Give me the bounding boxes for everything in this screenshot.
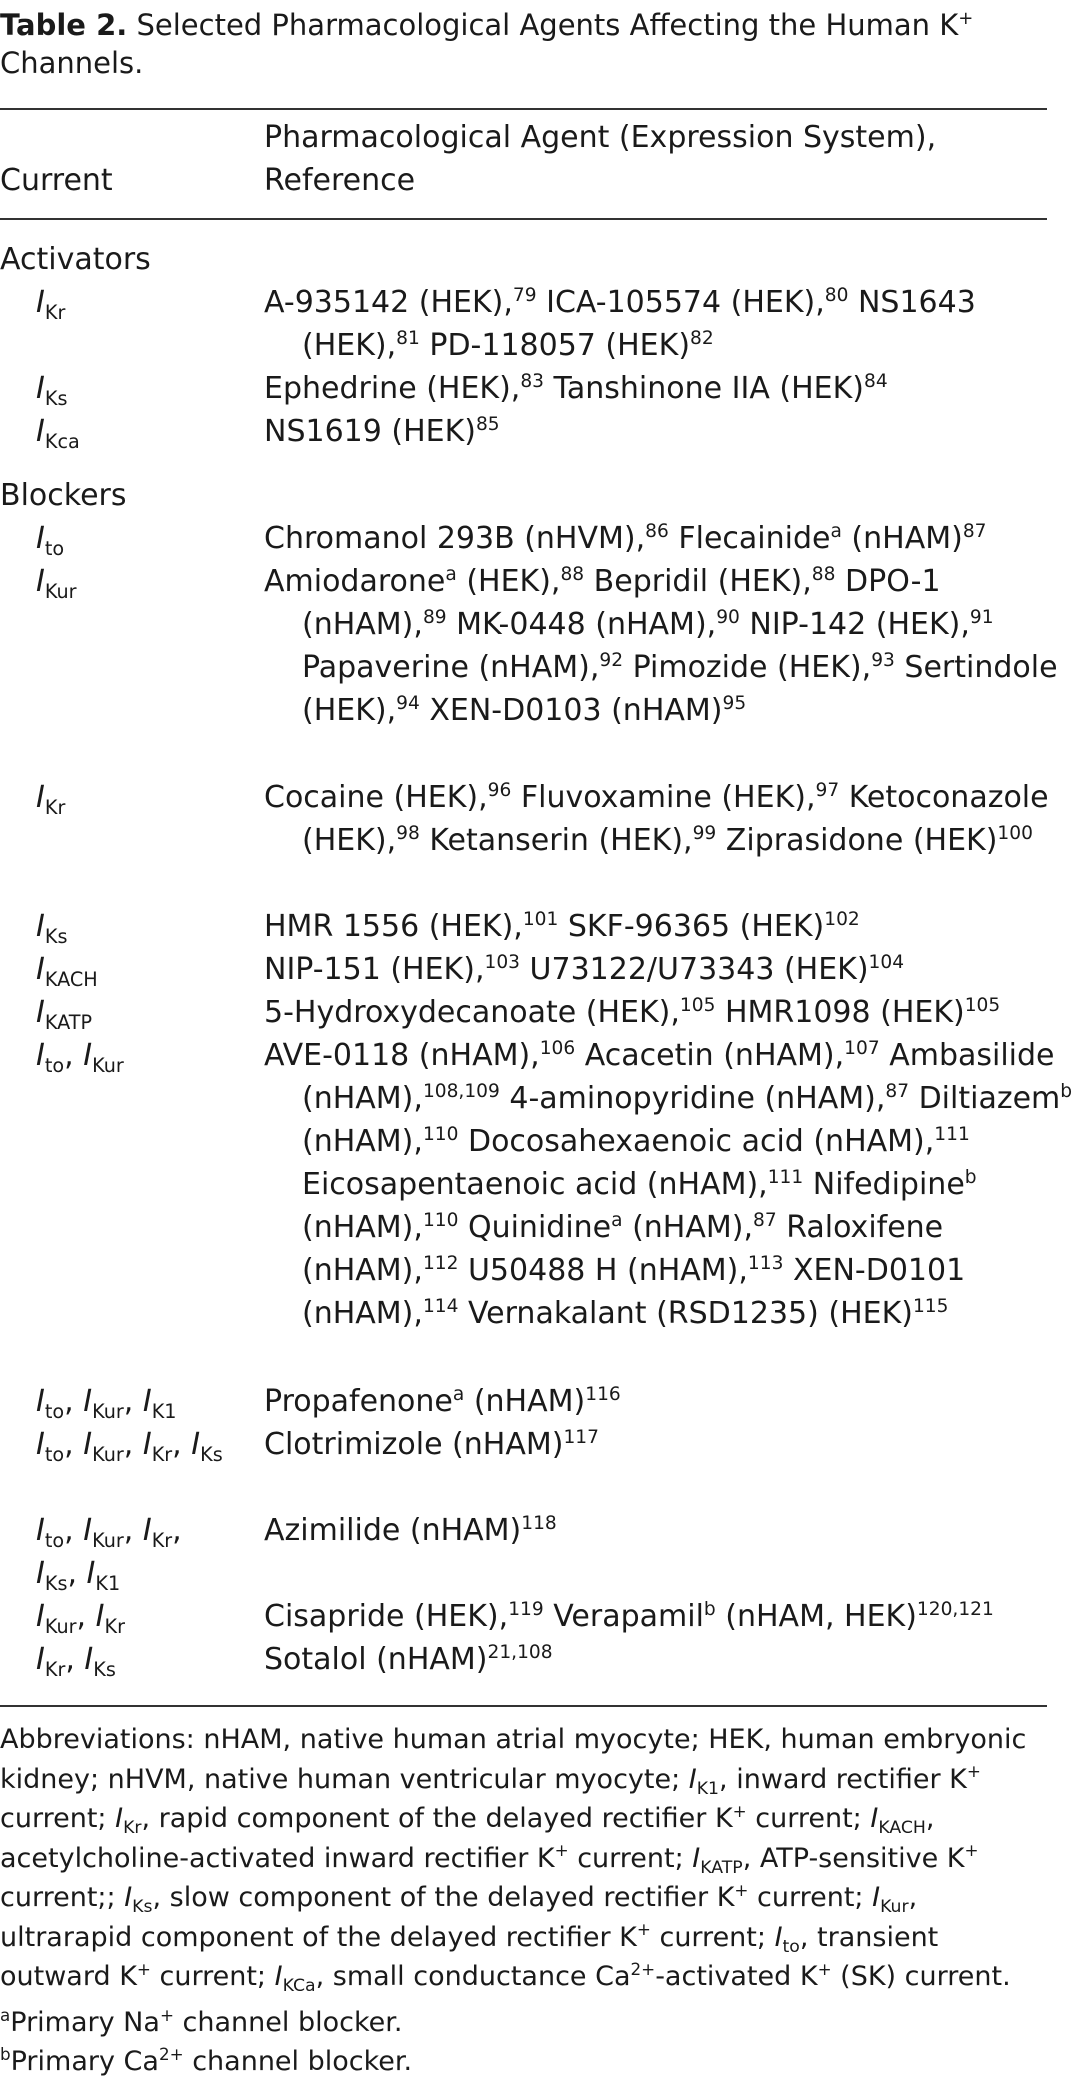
header-agent-line1: Pharmacological Agent (Expression System), xyxy=(264,120,937,155)
current-cell: $I_{KATP}$ xyxy=(36,995,93,1034)
agent-cell: HMR 1556 (HEK),$^{101}$ SKF-96365 (HEK)$^{102}$ xyxy=(264,908,860,944)
header-rule xyxy=(0,218,1047,220)
header-agent-line2: Reference xyxy=(264,163,416,198)
group-activators: Activators xyxy=(0,242,151,277)
abbreviations-note: Abbreviations: nHAM, native human atrial myocyte; HEK, human embryonic kidney; nHVM, native human ventricular myocyte; $I_{K1}$, inward rectifier K+ current; $I_{Kr}$, rapid component of the delayed rectifier K+ current; $I_{KACH}$, acetylcholine-activated inward rectifier K+ current; $I_{KATP}$, ATP-sensitive K+ current;; $I_{Ks}$, slow component of the delayed rectifier K+ current; $I_{Kur}$, ultrarapid component of the delayed rectifier K+ current; $I_{to}$, transient outward K+ current; $I_{KCa}$, small conductance $Ca^{2+}$-activated K+ (SK) current. xyxy=(0,1724,1027,1997)
agent-cell: Amiodarone$^a$ (HEK),$^{88}$ Bepridil (HEK),$^{88}$ DPO-1 (nHAM),$^{89}$ MK-0448 (nHAM),$^{90}$ NIP-142 (HEK),$^{91}$ Papaverine (nHAM),$^{92}$ Pimozide (HEK),$^{93}$ Sertindole (HEK),$^{94}$ XEN-D0103 (nHAM)$^{95}$ xyxy=(264,563,1058,728)
current-cell: $I_{Kur}$ xyxy=(36,564,77,603)
current-cell: $I_{Kca}$ xyxy=(36,414,80,453)
caption-label: Table 2. xyxy=(0,8,128,42)
agent-cell: A-935142 (HEK),$^{79}$ ICA-105574 (HEK),$^{80}$ NS1643 (HEK),$^{81}$ PD-118057 (HEK)$^{82}$ xyxy=(264,284,976,363)
footnote-a: $^a$Primary Na+ channel blocker. xyxy=(0,2004,403,2038)
agent-cell: Cisapride (HEK),$^{119}$ Verapamil$^b$ (nHAM, HEK)$^{120,121}$ xyxy=(264,1598,994,1634)
current-cell: $I_{to}$ xyxy=(36,521,65,560)
agent-cell: Chromanol 293B (nHVM),$^{86}$ Flecainide$^a$ (nHAM)$^{87}$ xyxy=(264,520,987,556)
caption-text-end: Channels. xyxy=(0,46,144,80)
agent-cell: Clotrimizole (nHAM)$^{117}$ xyxy=(264,1426,599,1462)
current-cell: $I_{to}$, $I_{Kur}$ xyxy=(36,1038,124,1077)
agent-cell: AVE-0118 (nHAM),$^{106}$ Acacetin (nHAM),$^{107}$ Ambasilide (nHAM),$^{108,109}$ 4-aminopyridine (nHAM),$^{87}$ Diltiazem$^b$ (nHAM),$^{110}$ Docosahexaenoic acid (nHAM),$^{111}$ Eicosapentaenoic acid (nHAM),$^{111}$ Nifedipine$^b$ (nHAM),$^{110}$ Quinidine$^a$ (nHAM),$^{87}$ Raloxifene (nHAM),$^{112}$ U50488 H (nHAM),$^{113}$ XEN-D0101 (nHAM),$^{114}$ Vernakalant (RSD1235) (HEK)$^{115}$ xyxy=(264,1037,1073,1331)
header-current: Current xyxy=(0,163,113,198)
caption-text: Selected Pharmacological Agents Affecting the Human K xyxy=(136,8,959,42)
agent-cell: Sotalol (nHAM)$^{21,108}$ xyxy=(264,1641,553,1677)
agent-cell: Cocaine (HEK),$^{96}$ Fluvoxamine (HEK),$^{97}$ Ketoconazole (HEK),$^{98}$ Ketanserin (HEK),$^{99}$ Ziprasidone (HEK)$^{100}$ xyxy=(264,779,1049,858)
bottom-rule xyxy=(0,1705,1047,1707)
current-cell: $I_{Kur}$, $I_{Kr}$ xyxy=(36,1599,125,1638)
current-cell: $I_{to}$, $I_{Kur}$, $I_{K1}$ xyxy=(36,1384,177,1423)
current-cell: $I_{Kr}$, $I_{Ks}$ xyxy=(36,1642,116,1681)
current-cell: $I_{Kr}$ xyxy=(36,285,66,324)
current-cell: $I_{to}$, $I_{Kur}$, $I_{Kr}$, $I_{Ks}$, $I_{K1}$ xyxy=(36,1513,182,1595)
table-caption xyxy=(0,6,1040,82)
top-rule xyxy=(0,108,1047,110)
agent-cell: 5-Hydroxydecanoate (HEK),$^{105}$ HMR1098 (HEK)$^{105}$ xyxy=(264,994,1001,1030)
current-cell: $I_{to}$, $I_{Kur}$, $I_{Kr}$, $I_{Ks}$ xyxy=(36,1427,223,1466)
agent-cell: NS1619 (HEK)$^{85}$ xyxy=(264,413,500,449)
current-cell: $I_{Kr}$ xyxy=(36,780,66,819)
current-cell: $I_{KACH}$ xyxy=(36,952,98,991)
agent-cell: Azimilide (nHAM)$^{118}$ xyxy=(264,1512,557,1548)
caption-sup: + xyxy=(958,8,974,30)
agent-cell: Ephedrine (HEK),$^{83}$ Tanshinone IIA (HEK)$^{84}$ xyxy=(264,370,888,406)
group-blockers: Blockers xyxy=(0,478,127,513)
agent-cell: NIP-151 (HEK),$^{103}$ U73122/U73343 (HEK)$^{104}$ xyxy=(264,951,905,987)
current-cell: $I_{Ks}$ xyxy=(36,371,68,410)
footnote-b: $^b$Primary $Ca^{2+}$ channel blocker. xyxy=(0,2043,413,2077)
current-cell: $I_{Ks}$ xyxy=(36,909,68,948)
agent-cell: Propafenone$^a$ (nHAM)$^{116}$ xyxy=(264,1383,621,1419)
